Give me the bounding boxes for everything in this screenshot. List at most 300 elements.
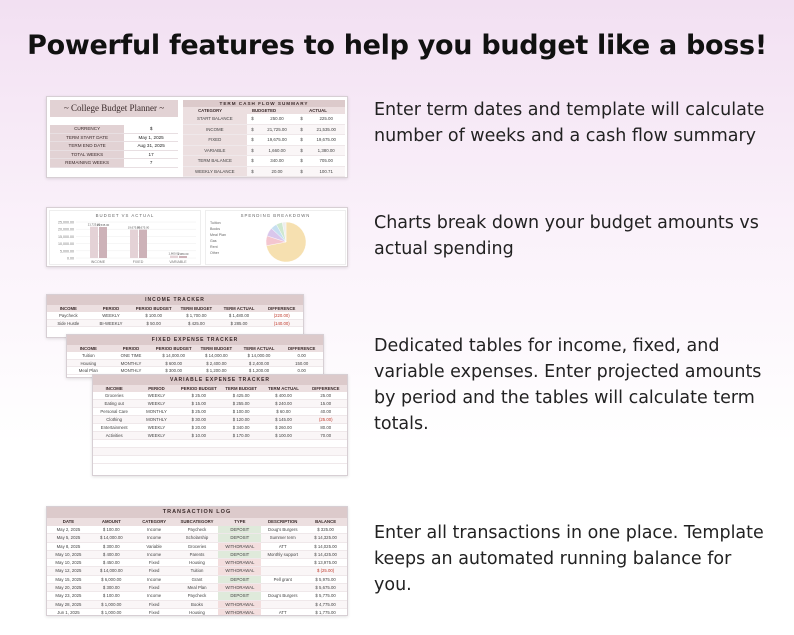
pie-chart-title: SPENDING BREAKDOWN: [240, 213, 311, 218]
bar-data-label: 19,675.00: [136, 225, 150, 230]
table-cell: DEPOSIT: [218, 576, 261, 583]
table-row: [93, 400, 347, 408]
table-cell: $ (25.00): [316, 568, 335, 574]
table-cell: WITHDRAWAL: [218, 601, 261, 608]
table-cell: Tuition: [81, 353, 95, 358]
column-header: PERIOD BUDGET: [180, 386, 217, 391]
table-cell: $ 300.00: [102, 585, 120, 591]
table-cell: $: [251, 126, 254, 132]
table-cell: [261, 584, 304, 591]
y-tick-label: 15,000.00: [58, 234, 74, 239]
cashflow-summary: [183, 100, 345, 177]
planner-field-value: Aug 31, 2025: [137, 143, 165, 148]
table-cell: $ 25.00: [191, 393, 206, 398]
planner-fields: [50, 125, 178, 168]
column-header: INCOME: [59, 306, 77, 311]
table-cell: $ 14,425.00: [314, 551, 337, 557]
table-cell: Meal Plan: [78, 368, 98, 373]
y-tick-label: 5,000.00: [60, 249, 74, 254]
table-row: [93, 432, 347, 440]
cashflow-headers: [183, 107, 345, 114]
table-cell: $ 5,975.00: [315, 576, 336, 582]
table-cell: (220.00): [273, 313, 290, 318]
column-header: TERM BUDGET: [180, 306, 213, 311]
y-tick-label: 20,000.00: [58, 227, 74, 232]
table-cell: 225.00: [319, 116, 333, 121]
table-cell: $ 14,000.00: [247, 353, 271, 358]
table-cell: $ 260.00: [275, 425, 292, 430]
planner-field-label: CURRENCY: [50, 125, 124, 133]
table-cell: $ 255.00: [232, 401, 250, 406]
table-cell: 40.00: [320, 409, 332, 414]
table-cell: $: [300, 116, 303, 121]
y-tick-label: 0.00: [67, 256, 74, 261]
table-cell: (25.00): [318, 417, 333, 422]
column-header: DIFFERENCE: [267, 306, 296, 311]
table-cell: $: [251, 147, 254, 153]
table-cell: $ 400.00: [275, 393, 292, 398]
planner-field-value: $: [149, 126, 153, 131]
table-cell: Eating out: [104, 401, 124, 406]
table-cell: Summer term: [269, 535, 296, 541]
table-cell: DEPOSIT: [218, 534, 261, 541]
income-tracker-title: INCOME TRACKER: [47, 295, 303, 305]
feature-4-text: Enter all transactions in one place. Template keeps an automated running balance for you.: [374, 523, 764, 595]
table-cell: $: [251, 168, 254, 174]
table-cell: Grant: [191, 576, 203, 582]
table-cell: $ 4,775.00: [315, 601, 336, 607]
table-row: [47, 543, 347, 551]
feature-2-text: Charts break down your budget amounts vs actual spending: [374, 213, 759, 259]
table-cell: $: [251, 137, 254, 142]
table-cell: $ 1,480.00: [228, 313, 250, 318]
table-cell: Tuition: [190, 568, 204, 574]
table-cell: 21,535.00: [316, 126, 336, 132]
income-headers: [47, 305, 303, 312]
column-header: DIFFERENCE: [312, 386, 340, 391]
feature-3-text: Dedicated tables for income, fixed, and variable expenses. Enter projected amounts by period and the tables will calculate term totals.: [374, 336, 762, 434]
table-cell: $ 1,200.00: [206, 368, 227, 373]
table-cell: May 23, 2025: [55, 593, 82, 599]
table-cell: ATT: [278, 609, 287, 615]
table-cell: WITHDRAWAL: [218, 559, 261, 566]
column-header: PERIOD BUDGET: [135, 306, 172, 311]
table-row: [47, 584, 347, 592]
empty-row: [93, 456, 347, 464]
planner-field-value: May 1, 2025: [138, 134, 164, 140]
table-cell: $ 325.00: [317, 527, 334, 532]
table-cell: WEEKLY: [147, 425, 166, 430]
table-cell: Housing: [189, 609, 205, 615]
table-row: [183, 114, 345, 125]
table-cell: $ 100.00: [102, 527, 120, 532]
table-cell: MONTHLY: [146, 409, 167, 414]
y-tick-label: 25,000.00: [58, 220, 74, 225]
table-cell: May 10, 2025: [55, 551, 82, 557]
table-cell: Income: [147, 576, 162, 582]
table-cell: May 12, 2025: [55, 568, 82, 574]
table-cell: $ 120.00: [232, 417, 250, 422]
fixed-tracker-title: FIXED EXPENSE TRACKER: [67, 335, 323, 345]
table-cell: $: [300, 147, 303, 153]
table-cell: $ 25.00: [191, 409, 206, 414]
table-cell: Income: [147, 593, 162, 599]
table-cell: Jun 1, 2025: [57, 609, 80, 615]
transaction-headers: [47, 518, 347, 526]
table-cell: $ 145.00: [275, 417, 292, 422]
table-cell: FIXED: [183, 135, 247, 145]
table-cell: Housing: [80, 360, 97, 366]
table-cell: May 5, 2025: [56, 535, 81, 541]
table-cell: May 28, 2025: [55, 601, 82, 607]
table-cell: $ 14,000.00: [162, 353, 186, 358]
table-row: [183, 146, 345, 157]
table-cell: 80.00: [320, 425, 332, 430]
column-header: SUBCATEGORY: [180, 519, 214, 524]
table-cell: Housing: [189, 560, 205, 566]
table-cell: $ 100.00: [102, 593, 120, 599]
table-cell: Groceries: [104, 393, 124, 398]
table-cell: $: [251, 116, 254, 121]
table-cell: 250.00: [270, 116, 284, 121]
table-cell: Monthly support: [267, 551, 299, 557]
pie-legend-label: Meal Plan: [210, 233, 226, 237]
planner-field-label: TERM END DATE: [50, 142, 124, 150]
pie-legend-label: Other: [210, 251, 219, 255]
table-cell: 0.00: [297, 368, 306, 373]
table-row: [47, 567, 347, 575]
table-cell: WEEKLY: [147, 401, 166, 406]
table-row: [183, 156, 345, 167]
column-header: TERM ACTUAL: [223, 306, 255, 311]
table-cell: $ 240.00: [275, 401, 292, 406]
table-cell: $: [251, 158, 254, 163]
table-cell: ATT: [278, 543, 287, 549]
table-cell: $ 170.00: [232, 433, 250, 438]
table-row: [47, 312, 303, 320]
column-header: INCOME: [79, 346, 97, 351]
table-cell: Meal Plan: [187, 585, 207, 591]
table-cell: Variable: [146, 543, 162, 549]
table-cell: DEPOSIT: [218, 551, 261, 558]
table-cell: WITHDRAWAL: [218, 584, 261, 591]
table-cell: Doug's Burgers: [267, 527, 298, 532]
variable-tracker-title: VARIABLE EXPENSE TRACKER: [93, 375, 347, 385]
planner-field-label: TERM START DATE: [50, 134, 124, 142]
table-cell: Scholarship: [185, 535, 209, 541]
table-cell: $ 13,975.00: [314, 560, 337, 566]
table-cell: MONTHLY: [120, 368, 142, 373]
table-cell: $ 20.00: [191, 425, 206, 430]
x-category-label: VARIABLE: [169, 260, 187, 264]
pie-legend-label: Books: [210, 227, 220, 231]
charts-card: [46, 207, 348, 267]
table-row: [93, 392, 347, 400]
x-category-label: FIXED: [132, 260, 144, 264]
table-cell: MONTHLY: [146, 417, 167, 422]
table-cell: $: [300, 158, 303, 163]
table-cell: WEEKLY: [147, 433, 166, 438]
table-cell: $ 30.00: [191, 417, 206, 422]
planner-field-value: 17: [148, 151, 154, 157]
fixed-rows: [67, 352, 323, 375]
column-header: DIFFERENCE: [287, 346, 316, 351]
table-cell: $ 285.00: [230, 320, 248, 326]
column-header: TERM ACTUAL: [243, 346, 275, 351]
table-cell: $ 6,000.00: [101, 576, 122, 582]
table-cell: Paycheck: [187, 593, 207, 599]
table-cell: $ 5,675.00: [315, 585, 336, 591]
table-cell: INCOME: [183, 125, 247, 135]
table-cell: $: [300, 137, 303, 142]
table-cell: $ 10.00: [191, 433, 206, 438]
cashflow-title: TERM CASH FLOW SUMMARY: [183, 100, 345, 107]
table-cell: DEPOSIT: [218, 592, 261, 599]
table-cell: WEEKLY: [102, 313, 120, 318]
table-cell: $ 1,200.00: [248, 368, 270, 373]
table-cell: $ 425.00: [232, 393, 250, 398]
table-cell: Fixed: [148, 560, 160, 566]
column-header: CATEGORY: [198, 108, 222, 113]
bar-data-label: 1,660.00: [168, 251, 180, 256]
planner-field-value: 7: [149, 160, 153, 165]
table-row: [47, 559, 347, 567]
table-row: [47, 576, 347, 584]
table-row: [47, 320, 303, 328]
table-cell: $ 100.00: [275, 433, 292, 438]
table-cell: Side Hustle: [57, 320, 80, 326]
table-cell: WEEKLY: [147, 393, 166, 398]
table-cell: START BALANCE: [183, 114, 247, 124]
table-cell: WEEKLY BALANCE: [183, 167, 247, 177]
table-cell: Doug's Burgers: [267, 593, 298, 599]
table-row: [67, 360, 323, 368]
planner-field-row: [50, 151, 178, 160]
table-cell: DEPOSIT: [218, 526, 261, 533]
transaction-log-title: TRANSACTION LOG: [47, 507, 347, 518]
pie-legend-label: Gas: [210, 239, 217, 243]
transaction-log-card: [46, 506, 348, 616]
table-cell: $ 100.00: [145, 313, 163, 318]
variable-tracker-card: [92, 374, 348, 476]
column-header: TERM BUDGET: [200, 346, 233, 351]
table-cell: 1,380.00: [317, 147, 335, 153]
table-cell: Fixed: [148, 585, 160, 591]
table-row: [47, 526, 347, 534]
table-cell: [261, 567, 304, 574]
feature-1-text: Enter term dates and template will calculate number of weeks and a cash flow summary: [374, 100, 765, 146]
table-row: [67, 352, 323, 360]
fixed-headers: [67, 345, 323, 352]
table-cell: Fixed: [148, 609, 160, 615]
table-cell: $ 14,325.00: [314, 535, 337, 541]
empty-row: [93, 440, 347, 448]
table-cell: 20.00: [271, 168, 283, 174]
table-cell: $ 1,775.00: [315, 609, 336, 615]
bar-chart-title: BUDGET VS ACTUAL: [95, 213, 155, 218]
column-header: AMOUNT: [101, 519, 121, 524]
table-cell: Pell grant: [273, 576, 292, 582]
variable-headers: [93, 385, 347, 392]
table-cell: May 20, 2025: [55, 585, 82, 591]
planner-field-label: REMAINING WEEKS: [50, 159, 124, 167]
table-cell: $ 1,700.00: [186, 313, 207, 318]
table-cell: $ 300.00: [102, 543, 120, 549]
table-cell: 0.00: [297, 353, 306, 358]
table-row: [183, 125, 345, 136]
bar-data-label: 21,535.00: [96, 222, 110, 227]
planner-field-row: [50, 159, 178, 168]
table-row: [47, 551, 347, 559]
table-cell: $ 14,000.00: [99, 568, 123, 574]
table-cell: (140.00): [273, 320, 290, 326]
cashflow-rows: [183, 114, 345, 177]
table-cell: WITHDRAWAL: [218, 543, 261, 550]
table-cell: $ 2,400.00: [248, 360, 270, 366]
table-cell: 19,675.00: [316, 137, 336, 142]
table-cell: Entertainment: [100, 425, 128, 430]
column-header: DESCRIPTION: [268, 519, 298, 524]
planner-field-row: [50, 125, 178, 134]
bar-chart: [50, 218, 202, 266]
table-row: [183, 167, 345, 178]
planner-field-row: [50, 134, 178, 143]
x-category-label: INCOME: [90, 260, 106, 264]
pie-legend-label: Rent: [210, 245, 218, 249]
table-row: [93, 416, 347, 424]
table-cell: Clothing: [106, 417, 123, 422]
table-cell: MONTHLY: [120, 360, 142, 366]
table-cell: 15.00: [320, 401, 332, 406]
table-row: [183, 135, 345, 146]
table-cell: $ 400.00: [102, 551, 120, 557]
table-cell: $ 60.00: [276, 409, 291, 414]
table-cell: $ 1,000.00: [101, 601, 122, 607]
variable-rows: [93, 392, 347, 464]
table-cell: Fixed: [148, 568, 160, 574]
table-cell: $ 50.00: [146, 320, 161, 326]
table-cell: $: [300, 126, 303, 132]
y-tick-label: 10,000.00: [58, 242, 74, 247]
table-cell: 19,675.00: [267, 137, 287, 142]
table-cell: Income: [147, 551, 162, 557]
table-row: [47, 534, 347, 542]
table-cell: May 2, 2025: [56, 527, 81, 532]
table-cell: VARIABLE: [183, 146, 247, 156]
table-cell: ONE TIME: [120, 353, 142, 358]
table-cell: 1,660.00: [268, 147, 286, 153]
planner-summary-card: [46, 96, 348, 178]
table-cell: [261, 601, 304, 608]
bar-data-label: 1,380.00: [177, 252, 189, 257]
table-cell: Activities: [105, 433, 123, 438]
table-cell: [261, 559, 304, 566]
bar-data-label: 21,725.00: [87, 222, 101, 227]
table-cell: $ 14,000.00: [205, 353, 228, 358]
column-header: TYPE: [234, 519, 246, 524]
column-header: CATEGORY: [142, 519, 167, 524]
table-row: [47, 592, 347, 600]
table-cell: TERM BALANCE: [183, 156, 247, 166]
pie-chart-panel: [205, 210, 346, 265]
transaction-rows: [47, 526, 347, 616]
table-cell: May 8, 2025: [56, 543, 81, 549]
table-cell: $ 14,000.00: [99, 535, 123, 541]
income-rows: [47, 312, 303, 327]
bar: [90, 227, 98, 258]
table-cell: $ 5,775.00: [315, 593, 336, 599]
table-cell: $ 2,400.00: [206, 360, 227, 366]
table-cell: $ 425.00: [187, 320, 205, 326]
table-cell: $ 14,025.00: [314, 543, 337, 549]
table-cell: May 15, 2025: [55, 576, 82, 582]
column-header: BALANCE: [315, 519, 337, 524]
column-header: ACTUAL: [309, 108, 327, 113]
bar-data-label: 19,675.00: [127, 225, 141, 230]
pie-legend-label: Tuition: [210, 221, 221, 225]
pie-chart: [206, 218, 347, 266]
column-header: DATE: [62, 519, 75, 524]
planner-field-row: [50, 142, 178, 151]
planner-field-label: TOTAL WEEKS: [50, 151, 124, 159]
table-cell: Paycheck: [187, 527, 207, 532]
fixed-tracker-card: [66, 334, 324, 378]
table-cell: Fixed: [148, 601, 160, 607]
bar: [130, 230, 138, 258]
bar-chart-panel: [49, 210, 201, 265]
column-header: PERIOD: [148, 386, 165, 391]
table-cell: Groceries: [187, 543, 207, 549]
table-cell: Income: [147, 535, 162, 541]
table-cell: $ 600.00: [165, 360, 183, 366]
empty-row: [93, 448, 347, 456]
column-header: PERIOD BUDGET: [155, 346, 192, 351]
table-cell: Income: [147, 527, 162, 532]
table-cell: $ 15.00: [191, 401, 206, 406]
table-cell: 340.00: [270, 158, 284, 163]
table-row: [93, 408, 347, 416]
table-row: [93, 424, 347, 432]
column-header: TERM ACTUAL: [268, 386, 299, 391]
table-cell: $: [300, 168, 303, 174]
column-header: PERIOD: [102, 306, 120, 311]
table-cell: 70.00: [320, 433, 332, 438]
table-cell: Parents: [189, 551, 205, 557]
table-cell: 150.00: [295, 360, 309, 366]
table-cell: WITHDRAWAL: [218, 567, 261, 574]
table-cell: $ 340.00: [232, 425, 250, 430]
column-header: PERIOD: [122, 346, 140, 351]
bar: [99, 227, 107, 258]
bar: [179, 256, 187, 258]
table-cell: 100.71: [319, 168, 333, 174]
table-cell: 705.00: [319, 158, 333, 163]
income-tracker-card: [46, 294, 304, 338]
column-header: TERM BUDGET: [225, 386, 257, 391]
table-cell: $ 450.00: [102, 560, 120, 566]
column-header: BUDGETED: [251, 108, 277, 113]
table-cell: BI-WEEKLY: [99, 320, 123, 326]
planner-title: ~ College Budget Planner ~: [50, 100, 178, 117]
table-cell: Personal Care: [100, 409, 128, 414]
table-cell: May 10, 2025: [55, 560, 82, 566]
table-cell: $ 300.00: [165, 368, 183, 373]
table-cell: $ 1,000.00: [101, 609, 122, 615]
bar: [139, 230, 147, 258]
page-headline: Powerful features to help you budget like a boss!: [27, 30, 767, 61]
table-cell: Books: [191, 601, 203, 607]
column-header: INCOME: [105, 386, 123, 391]
